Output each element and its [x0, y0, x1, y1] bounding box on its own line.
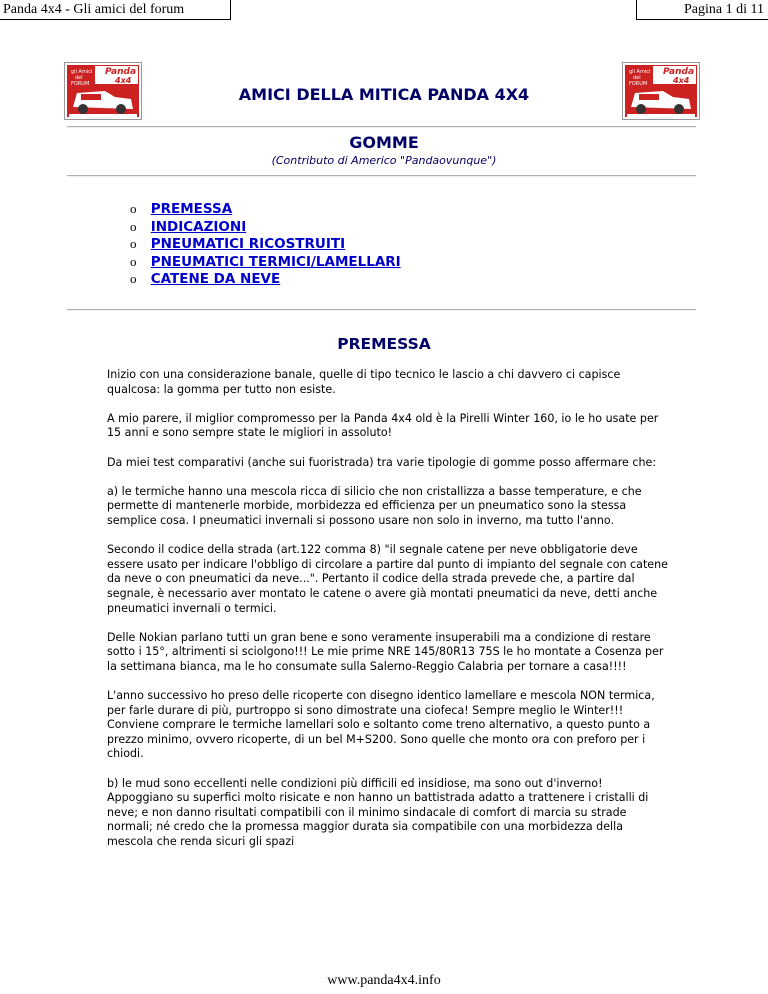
paragraph: Da miei test comparativi (anche sui fuoristrada) tra varie tipologie di gomme posso affermare che:: [107, 455, 657, 469]
premessa-heading: PREMESSA: [337, 335, 431, 353]
header-rule-right: [636, 19, 768, 20]
bullet-icon: o: [130, 253, 137, 269]
toc-link-termici[interactable]: PNEUMATICI TERMICI/LAMELLARI: [150, 253, 401, 270]
header-rule-left: [0, 19, 230, 20]
toc-link-ricostruiti[interactable]: PNEUMATICI RICOSTRUITI: [150, 236, 346, 252]
premessa-body: [107, 368, 672, 864]
footer-url: www.panda4x4.info: [327, 973, 441, 988]
section-subtitle: (Contributo di Americo "Pandaovunque"): [271, 154, 497, 167]
header-divider-left: [230, 0, 231, 20]
logo-right-model: 4x4: [673, 76, 690, 85]
paragraph: b) le mud sono eccellenti nelle condizioni più difficili ed insidiose, ma sono out d'inverno! Appoggiano su superfici molto risicate e non hanno un battistrada adatto a trattenere i cristalli di neve; e non danno risultati compatibili con il minimo sindacale di comfort di marcia su strade normali; né credo che la promessa maggior durata sia compatibile con una morbidezza della mescola che renda sicuri gli spazi: [107, 776, 649, 848]
divider-top: [67, 126, 696, 128]
toc-link-catene[interactable]: CATENE DA NEVE: [150, 271, 281, 287]
paragraph: L'anno successivo ho preso delle ricoperte con disegno identico lamellare e mescola NON termica, per farle durare di più, purtroppo si sono dimostrate una ciofeca! Sempre meglio le Winter!!! Conviene comprare le termiche lamellari solo e soltanto come treno alternativo, a questo punto a prezzo minimo, ovvero ricoperte, di un bel M+S200. Sono quelle che monto ora con preforo per i chiodi.: [107, 689, 655, 761]
bullet-icon: o: [130, 236, 137, 251]
paragraph: Inizio con una considerazione banale, quelle di tipo tecnico le lascio a chi davvero ci capisce qualcosa: la gomma per tutto non esiste.: [107, 368, 621, 396]
table-of-contents: [130, 200, 401, 288]
logo-left-model: 4x4: [115, 76, 132, 85]
paragraph: Delle Nokian parlano tutti un gran bene e sono veramente insuperabili ma a condizione di restare sotto i 15°, altrimenti si sciolgono!!! Le mie prime NRE 145/80R13 75S le ho montate a Cosenza per la settimana bianca, ma le ho consumate sulla Salerno-Reggio Calabria per tornare a casa!!!!: [107, 630, 664, 673]
toc-item: [130, 218, 401, 236]
toc-item: [130, 200, 401, 218]
logo-right-line1: gli Amici: [629, 69, 651, 75]
section-title: GOMME: [349, 133, 419, 152]
logo-left-brand: Panda: [105, 67, 137, 77]
logo-right-line3: FORUM: [629, 81, 648, 87]
bullet-icon: o: [130, 271, 137, 286]
print-header: [0, 0, 768, 22]
paragraph: Secondo il codice della strada (art.122 comma 8) "il segnale catene per neve obbligatorie deve essere usato per indicare l'obbligo di circolare a partire dal punto di impianto del segnale con catene da neve o con pneumatici da neve...". Pertanto il codice della strada prevede che, a partire dal segnale, è necessario aver montato le catene o avere già montati pneumatici da neve, detti anche pneumatici invernali o termici.: [107, 543, 668, 615]
bullet-icon: o: [130, 201, 137, 216]
logo-left-line2: del: [75, 75, 83, 81]
logo-left-line3: FORUM: [71, 81, 90, 87]
toc-item: [130, 253, 401, 271]
toc-item: [130, 235, 401, 253]
print-header-page: Pagina 1 di 11: [684, 2, 764, 17]
toc-link-indicazioni[interactable]: INDICAZIONI: [150, 218, 247, 235]
toc-link-premessa[interactable]: PREMESSA: [150, 201, 233, 217]
divider-toc: [67, 309, 696, 311]
paragraph: a) le termiche hanno una mescola ricca di silicio che non cristallizza a basse temperature, e che permette di mantenerle morbide, morbidezza ed efficienza per un pneumatico sono la stessa semplice cosa. I pneumatici invernali si possono usare non solo in inverno, ma tutto l'anno.: [107, 484, 642, 527]
logo-right-brand: Panda: [663, 67, 695, 77]
print-header-title: Panda 4x4 - Gli amici del forum: [3, 2, 185, 17]
logo-right-line2: del: [633, 75, 641, 81]
logo-left-line1: gli Amici: [71, 69, 93, 75]
header-divider-right: [636, 0, 637, 20]
bullet-icon: o: [130, 218, 137, 234]
paragraph: A mio parere, il miglior compromesso per la Panda 4x4 old è la Pirelli Winter 160, io le ho usate per 15 anni e sono sempre state le migliori in assoluto!: [107, 411, 659, 440]
toc-item: [130, 270, 401, 288]
site-title: AMICI DELLA MITICA PANDA 4X4: [238, 85, 530, 104]
divider-section: [67, 175, 696, 177]
